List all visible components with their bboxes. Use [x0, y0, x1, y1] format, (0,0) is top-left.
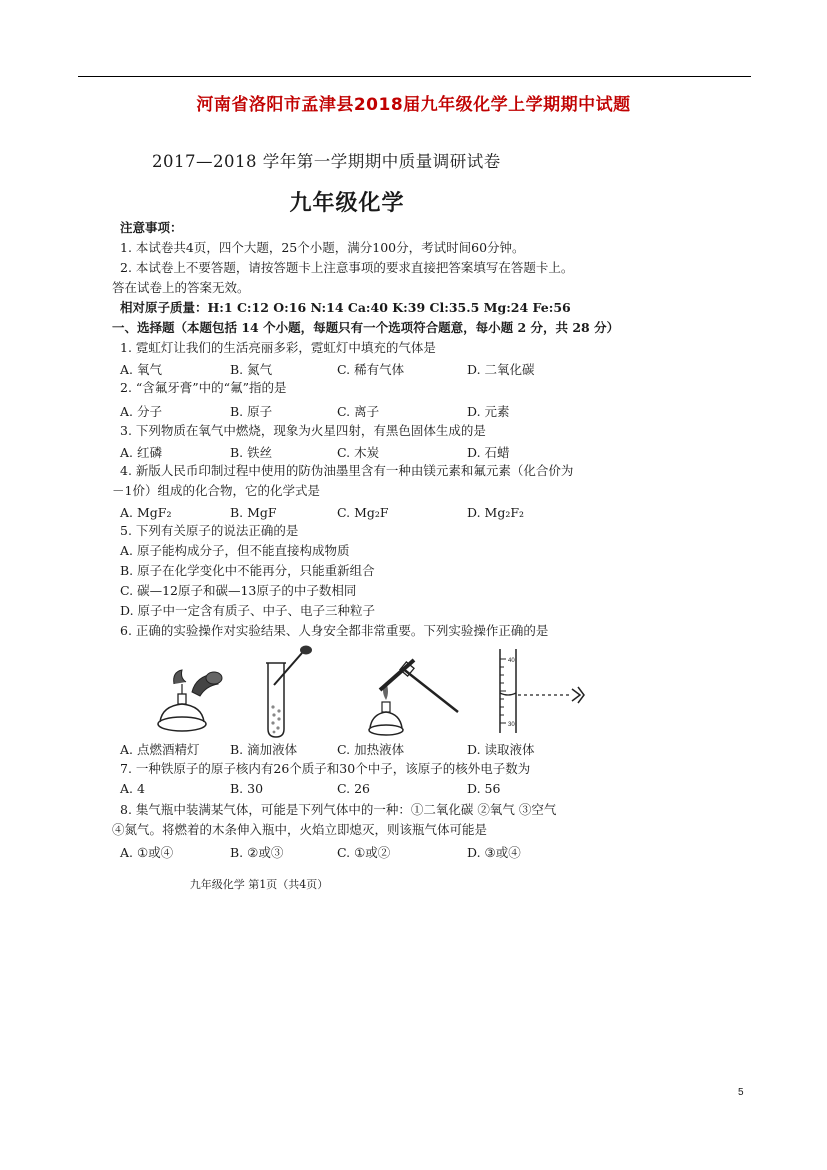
notes-heading: 注意事项：: [120, 220, 183, 235]
header-rule: [78, 76, 751, 77]
question-6-stem: 6. 正确的实验操作对实验结果、人身安全都非常重要。下列实验操作正确的是: [120, 623, 549, 638]
q6-option-a: A. 点燃酒精灯: [120, 742, 200, 757]
q8-option-c: C. ①或②: [337, 845, 391, 860]
q5-option-c: C. 碳—12原子和碳—13原子的中子数相同: [120, 583, 357, 598]
q8-option-b: B. ②或③: [230, 845, 284, 860]
question-1-stem: 1. 霓虹灯让我们的生活亮丽多彩，霓虹灯中填充的气体是: [120, 340, 436, 355]
cylinder-tick-40: 40: [508, 658, 515, 664]
q2-option-d: D. 元素: [467, 404, 510, 419]
q4-option-c: C. Mg₂F: [337, 505, 389, 520]
note-1: 1. 本试卷共4页，四个大题，25个小题，满分100分，考试时间60分钟。: [120, 240, 525, 255]
question-8-stem-cont: ④氮气。将燃着的木条伸入瓶中，火焰立即熄灭，则该瓶气体可能是: [112, 822, 488, 837]
q4-option-a: A. MgF₂: [120, 505, 172, 520]
question-5-stem: 5. 下列有关原子的说法正确的是: [120, 523, 299, 538]
document-title: 河南省洛阳市孟津县2018届九年级化学上学期期中试题: [196, 95, 631, 115]
section-1-heading: 一、选择题（本题包括 14 个小题，每题只有一个选项符合题意，每小题 2 分，共 28 分）: [112, 320, 620, 335]
atomic-mass: 相对原子质量：H:1 C:12 O:16 N:14 Ca:40 K:39 Cl:35.5 Mg:24 Fe:56: [120, 300, 571, 315]
q1-option-b: B. 氮气: [230, 362, 273, 377]
q3-option-d: D. 石蜡: [467, 445, 510, 460]
exam-subject: 九年级化学: [289, 190, 405, 216]
q2-option-c: C. 离子: [337, 404, 380, 419]
q7-option-d: D. 56: [467, 781, 501, 796]
question-3-stem: 3. 下列物质在氧气中燃烧，现象为火星四射，有黑色固体生成的是: [120, 423, 486, 438]
q6-option-b: B. 滴加液体: [230, 742, 298, 757]
q2-option-a: A. 分子: [120, 404, 162, 419]
q5-option-d: D. 原子中一定含有质子、中子、电子三种粒子: [120, 603, 376, 618]
exam-page-footer: 九年级化学 第1页（共4页）: [189, 878, 329, 891]
exam-title: 2017—2018 学年第一学期期中质量调研试卷: [152, 152, 501, 171]
q3-option-b: B. 铁丝: [230, 445, 273, 460]
question-7-stem: 7. 一种铁原子的原子核内有26个质子和30个中子，该原子的核外电子数为: [120, 761, 531, 776]
q8-option-a: A. ①或④: [120, 845, 174, 860]
q5-option-a: A. 原子能构成分子，但不能直接构成物质: [120, 543, 350, 558]
figure-reading-cylinder: [492, 645, 592, 740]
note-2a: 2. 本试卷上不要答题，请按答题卡上注意事项的要求直接把答案填写在答题卡上。: [120, 260, 574, 275]
question-4-stem: 4. 新版人民币印制过程中使用的防伪油墨里含有一种由镁元素和氟元素（化合价为: [120, 463, 574, 478]
q1-option-d: D. 二氧化碳: [467, 362, 535, 377]
q1-option-a: A. 氧气: [120, 362, 162, 377]
cylinder-tick-30: 30: [508, 722, 515, 728]
question-2-stem: 2. “含氟牙膏”中的“氟”指的是: [120, 380, 287, 395]
page-number: 5: [738, 1087, 744, 1098]
q8-option-d: D. ③或④: [467, 845, 521, 860]
q7-option-a: A. 4: [120, 781, 145, 796]
q4-option-d: D. Mg₂F₂: [467, 505, 525, 520]
q6-option-c: C. 加热液体: [337, 742, 405, 757]
scanned-exam-page: [112, 140, 620, 890]
figure-dropper-test-tube: [252, 645, 322, 740]
q1-option-c: C. 稀有气体: [337, 362, 405, 377]
figure-heating-liquid: [362, 650, 472, 740]
q7-option-b: B. 30: [230, 781, 264, 796]
figure-alcohol-lamp-lighting: [152, 662, 242, 737]
q3-option-a: A. 红磷: [120, 445, 162, 460]
q3-option-c: C. 木炭: [337, 445, 380, 460]
question-4-stem-cont: －1价）组成的化合物，它的化学式是: [112, 483, 320, 498]
q5-option-b: B. 原子在化学变化中不能再分，只能重新组合: [120, 563, 375, 578]
q2-option-b: B. 原子: [230, 404, 273, 419]
note-2b: 答在试卷上的答案无效。: [112, 280, 250, 295]
question-8-stem: 8. 集气瓶中装满某气体，可能是下列气体中的一种：①二氧化碳 ②氧气 ③空气: [120, 802, 557, 817]
q4-option-b: B. MgF: [230, 505, 277, 520]
q6-option-d: D. 读取液体: [467, 742, 535, 757]
q7-option-c: C. 26: [337, 781, 370, 796]
